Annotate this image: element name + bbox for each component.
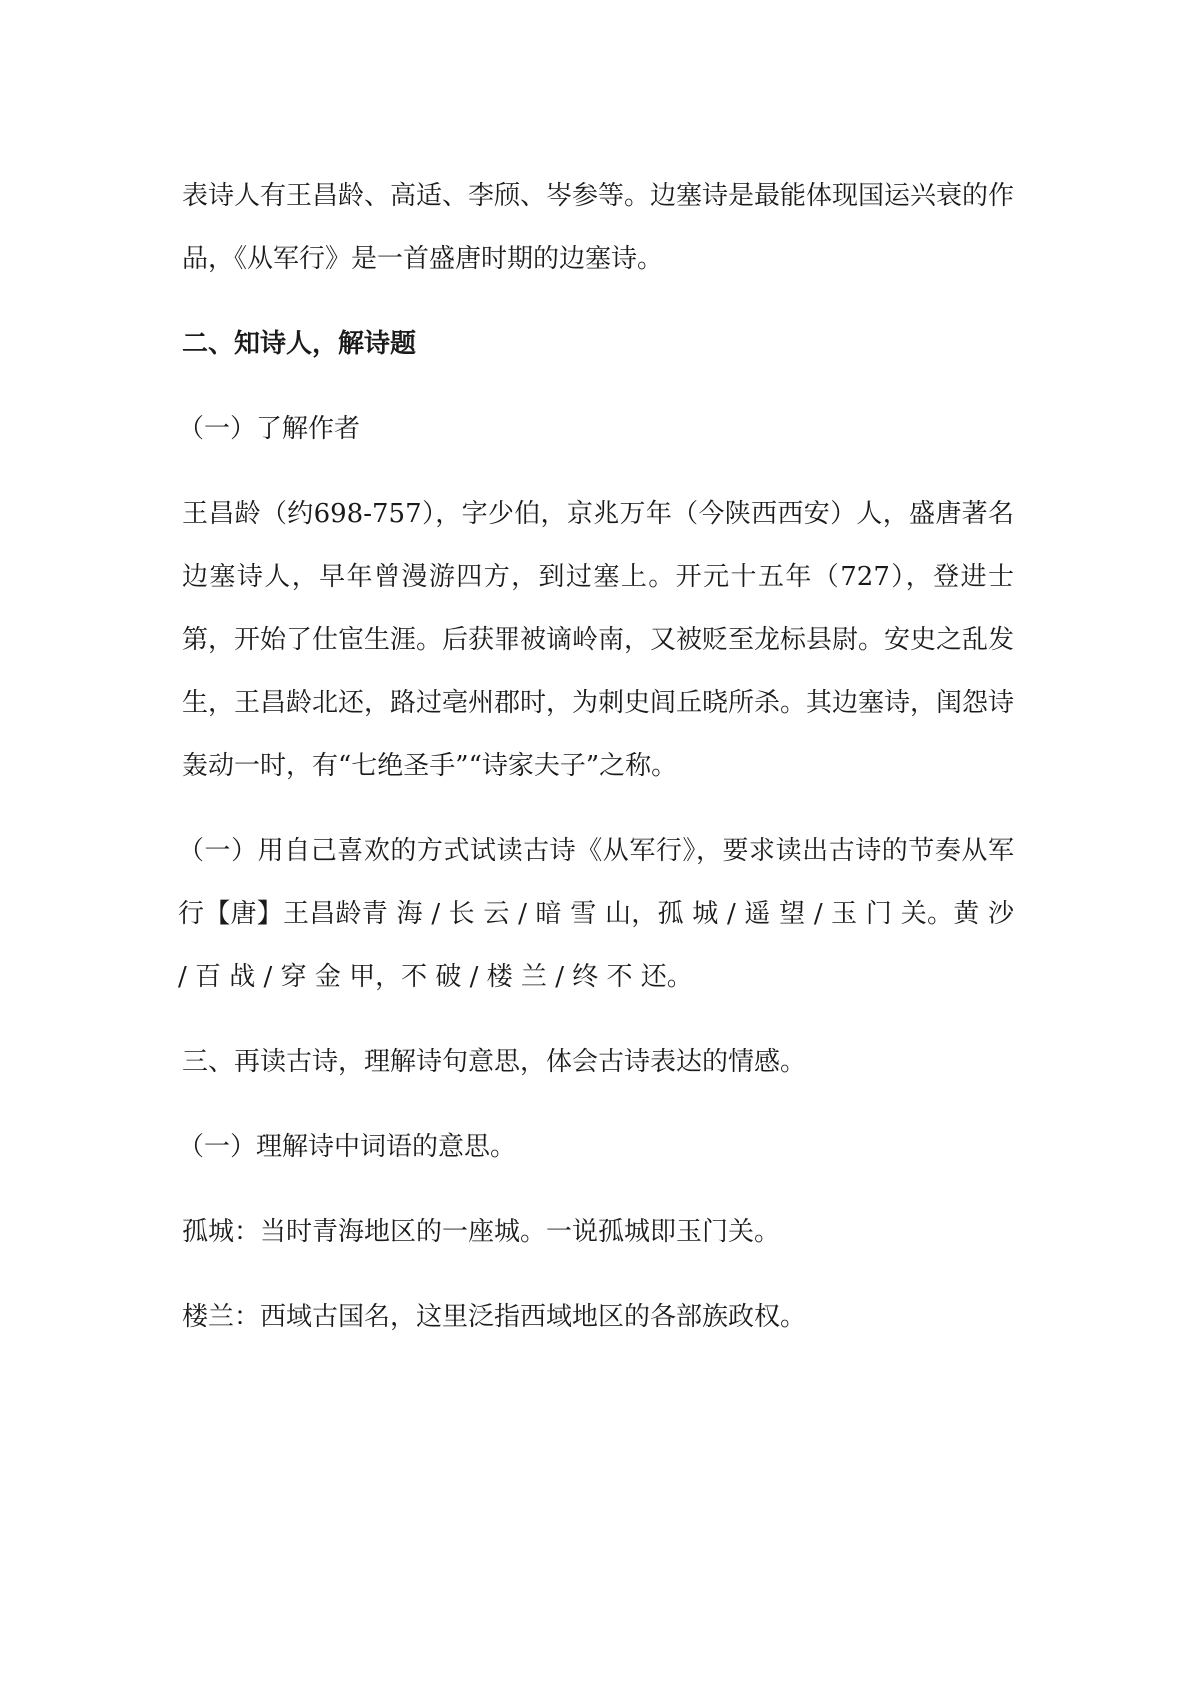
- document-body: [178, 165, 1015, 1349]
- section-heading-2: 二、知诗人，解诗题: [182, 329, 417, 359]
- intro-paragraph: 表诗人有王昌龄、高适、李颀、岑参等。边塞诗是最能体现国运兴衰的作品，《从军行》是一首盛唐时期的边塞诗。: [182, 181, 1015, 274]
- definition-loulan: 楼兰：西域古国名，这里泛指西域地区的各部族政权。: [182, 1302, 807, 1332]
- subheading-author: （一）了解作者: [178, 414, 361, 444]
- definition-gucheng: 孤城：当时青海地区的一座城。一说孤城即玉门关。: [182, 1217, 781, 1247]
- poem-reading-paragraph: （一）用自己喜欢的方式试读古诗《从军行》，要求读出古诗的节奏从军行【唐】王昌龄青 海 / 长 云 / 暗 雪 山，孤 城 / 遥 望 / 玉 门 关。黄 沙 / 百 战 / 穿 金 甲，不 破 / 楼 兰 / 终 不 还。: [178, 836, 1014, 992]
- section-heading-3: 三、再读古诗，理解诗句意思，体会古诗表达的情感。: [182, 1047, 807, 1077]
- author-bio-paragraph: 王昌龄（约698-757），字少伯，京兆万年（今陕西西安）人，盛唐著名边塞诗人，早年曾漫游四方，到过塞上。开元十五年（727），登进士第，开始了仕宦生涯。后获罪被谪岭南，又被贬至龙标县尉。安史之乱发生，王昌龄北还，路过亳州郡时，为刺史闾丘晓所杀。其边塞诗，闺怨诗轰动一时，有“七绝圣手”“诗家夫子”之称。: [182, 499, 1015, 781]
- subheading-vocabulary: （一）理解诗中词语的意思。: [178, 1132, 517, 1162]
